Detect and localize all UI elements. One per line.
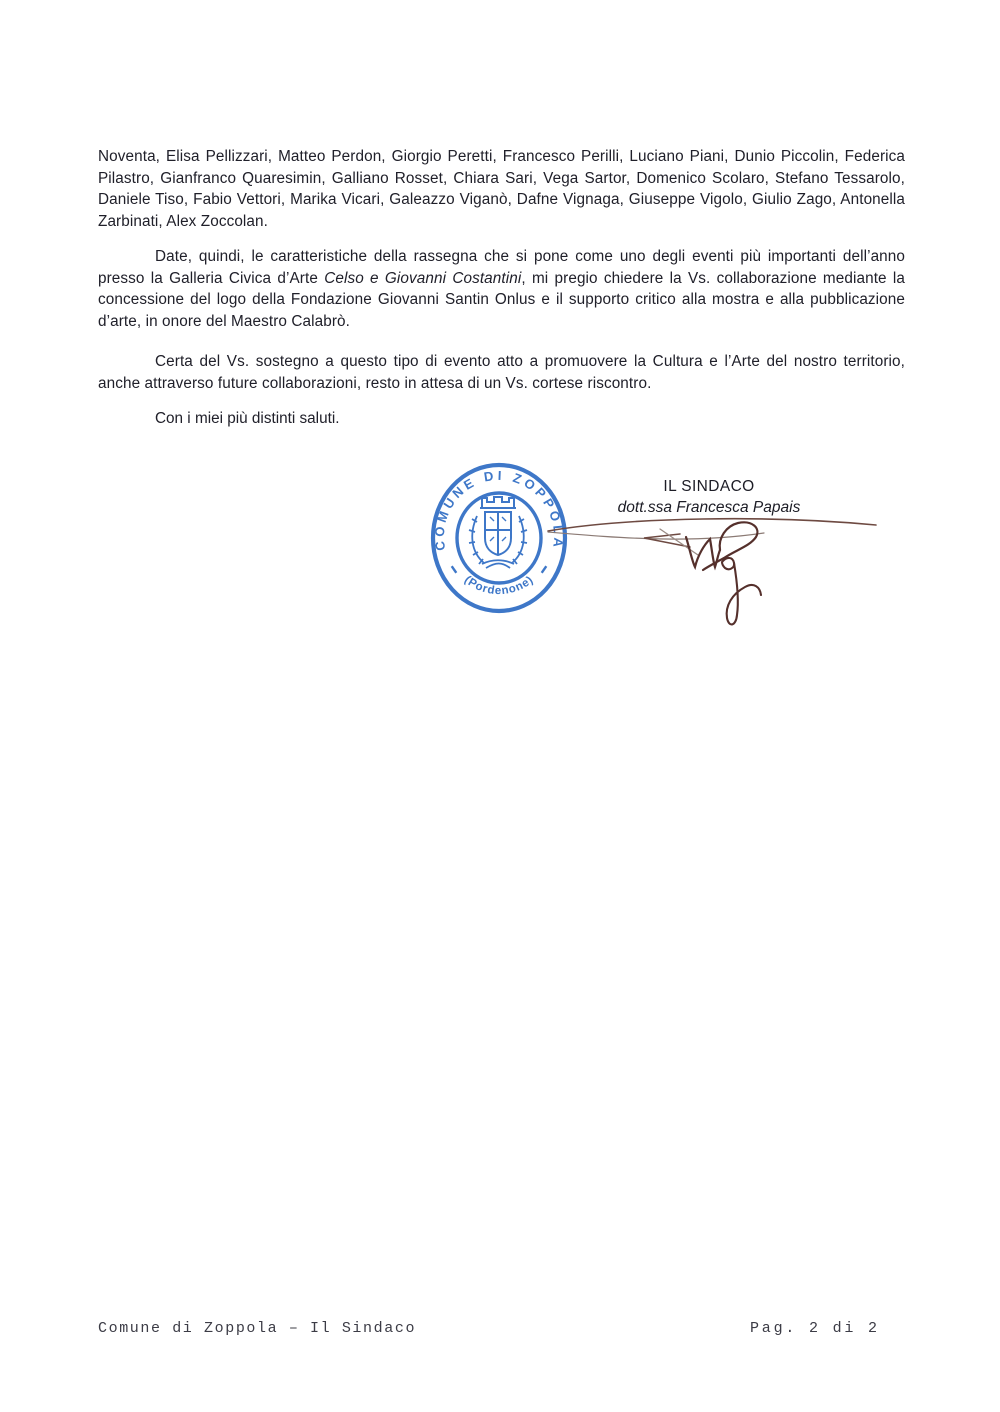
stamp-left-dash bbox=[452, 566, 457, 573]
signature-flourish-line-lower bbox=[548, 532, 764, 539]
signer-title: IL SINDACO bbox=[663, 478, 755, 495]
coat-of-arms-shield bbox=[485, 512, 511, 555]
gallery-name-italic: Celso e Giovanni Costantini bbox=[324, 269, 522, 287]
handwritten-signature bbox=[540, 505, 890, 645]
closing-salutation: Con i miei più distinti saluti. bbox=[155, 410, 340, 427]
stamp-text-bottom: (Pordenone) bbox=[461, 573, 537, 598]
coat-of-arms-crown bbox=[480, 497, 516, 508]
footer-page-number: Pag. 2 di 2 bbox=[750, 1320, 880, 1337]
svg-text:(Pordenone) bbox=[462, 574, 536, 597]
signer-name: dott.ssa Francesca Papais bbox=[617, 499, 801, 516]
signature-flourish-line bbox=[548, 519, 876, 531]
paragraph-names-list: Noventa, Elisa Pellizzari, Matteo Perdon, Giorgio Peretti, Francesco Perilli, Luciano Piani, Dunio Piccolin, Federica Pilastro, Gianfranco Quaresimin, Galliano Rosset, Chiara Sari, Vega Sartor, Domenico Scolaro, Stefano Tessarolo, Daniele Tiso, Fabio Vettori, Marika Vicari, Galeazzo Viganò, Dafne Vignaga, Giuseppe Vigolo, Giulio Zago, Antonella Zarbinati, Alex Zoccolan. bbox=[98, 148, 905, 230]
signature-descender-tail bbox=[727, 563, 761, 624]
signature-small-loop bbox=[722, 558, 734, 569]
paragraph-event-description bbox=[98, 246, 905, 332]
paragraph-event-text-before: Date, quindi, le caratteristiche della rassegna che si pone come uno degli eventi più importanti dell’anno presso la Galleria Civica d’Arte bbox=[98, 248, 905, 287]
paragraph-support-request: Certa del Vs. sostegno a questo tipo di evento atto a promuovere la Cultura e l’Arte del nostro territorio, anche attraverso future collaborazioni, resto in attesa di un Vs. cortese riscontro. bbox=[98, 353, 905, 392]
paragraph-event-text-after: , mi pregio chiedere la Vs. collaborazione mediante la concessione del logo della Fondazione Giovanni Santin Onlus e il supporto critico alla mostra e alla pubblicazione d’arte, in onore del Maestro Calabrò. bbox=[98, 269, 905, 330]
stamp-text-top: COMUNE DI ZOPPOLA bbox=[431, 467, 567, 552]
footer-sender: Comune di Zoppola – Il Sindaco bbox=[98, 1320, 417, 1337]
